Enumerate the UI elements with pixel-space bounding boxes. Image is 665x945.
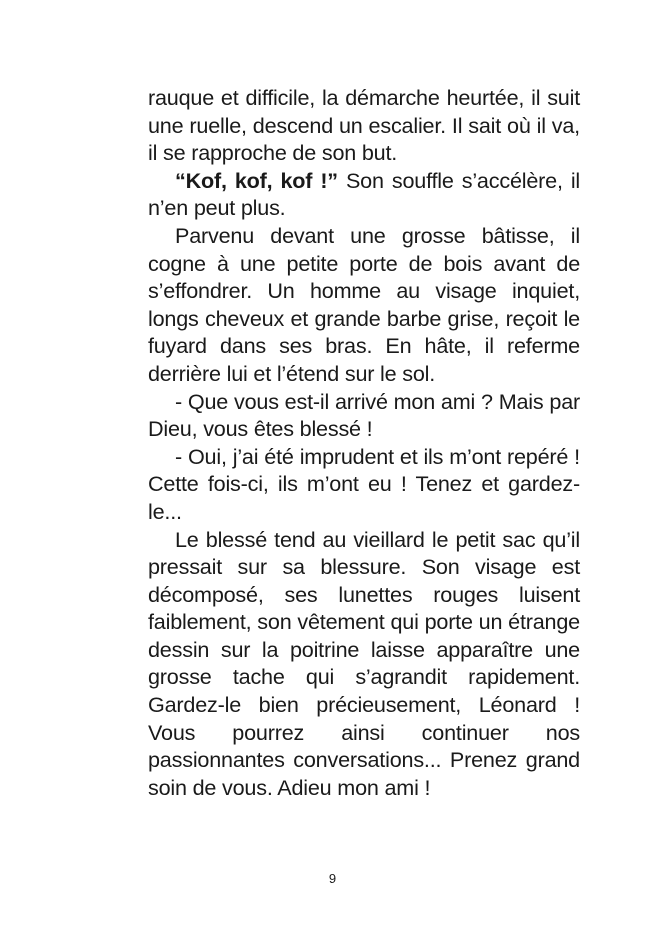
page-number: 9 bbox=[328, 871, 337, 886]
paragraph-text: rauque et difficile, la démarche heurtée, il suit une ruelle, descend un escalier. Il sait où il va, il se rapproche de son but. bbox=[148, 85, 580, 166]
paragraph-text: Son souffle s’accélère, il n’en peut plus. bbox=[148, 167, 581, 221]
dialogue-line bbox=[148, 443, 580, 526]
paragraph-text: - Oui, j’ai été imprudent et ils m’ont repéré ! Cette fois-ci, ils m’ont eu ! Tenez et gardez-le... bbox=[148, 443, 580, 524]
paragraph-text: Parvenu devant une grosse bâtisse, il cogne à une petite porte de bois avant de s’effondrer. Un homme au visage inquiet, longs cheveux et grande barbe grise, reçoit le fuyard dans ses bras. En hâte, il referme derrière lui et l’étend sur le sol. bbox=[148, 222, 580, 386]
paragraph bbox=[148, 84, 580, 167]
paragraph bbox=[148, 222, 580, 388]
paragraph bbox=[148, 167, 580, 222]
paragraph-text: Le blessé tend au vieillard le petit sac qu’il pressait sur sa blessure. Son visage est décomposé, ses lunettes rouges luisent faiblement, son vêtement qui porte un étrange dessin sur la poitrine laisse apparaître une grosse tache qui s’agrandit rapidement. Gardez-le bien précieusement, Léonard ! Vous pourrez ainsi continuer nos passionnantes conversations... Prenez grand soin de vous. Adieu mon ami ! bbox=[148, 526, 580, 800]
cough-exclamation: “Kof, kof, kof !” bbox=[175, 167, 338, 193]
page-body bbox=[148, 84, 580, 801]
dialogue-line bbox=[148, 388, 580, 443]
paragraph-text: - Que vous est-il arrivé mon ami ? Mais par Dieu, vous êtes blessé ! bbox=[148, 388, 580, 442]
paragraph bbox=[148, 526, 580, 802]
